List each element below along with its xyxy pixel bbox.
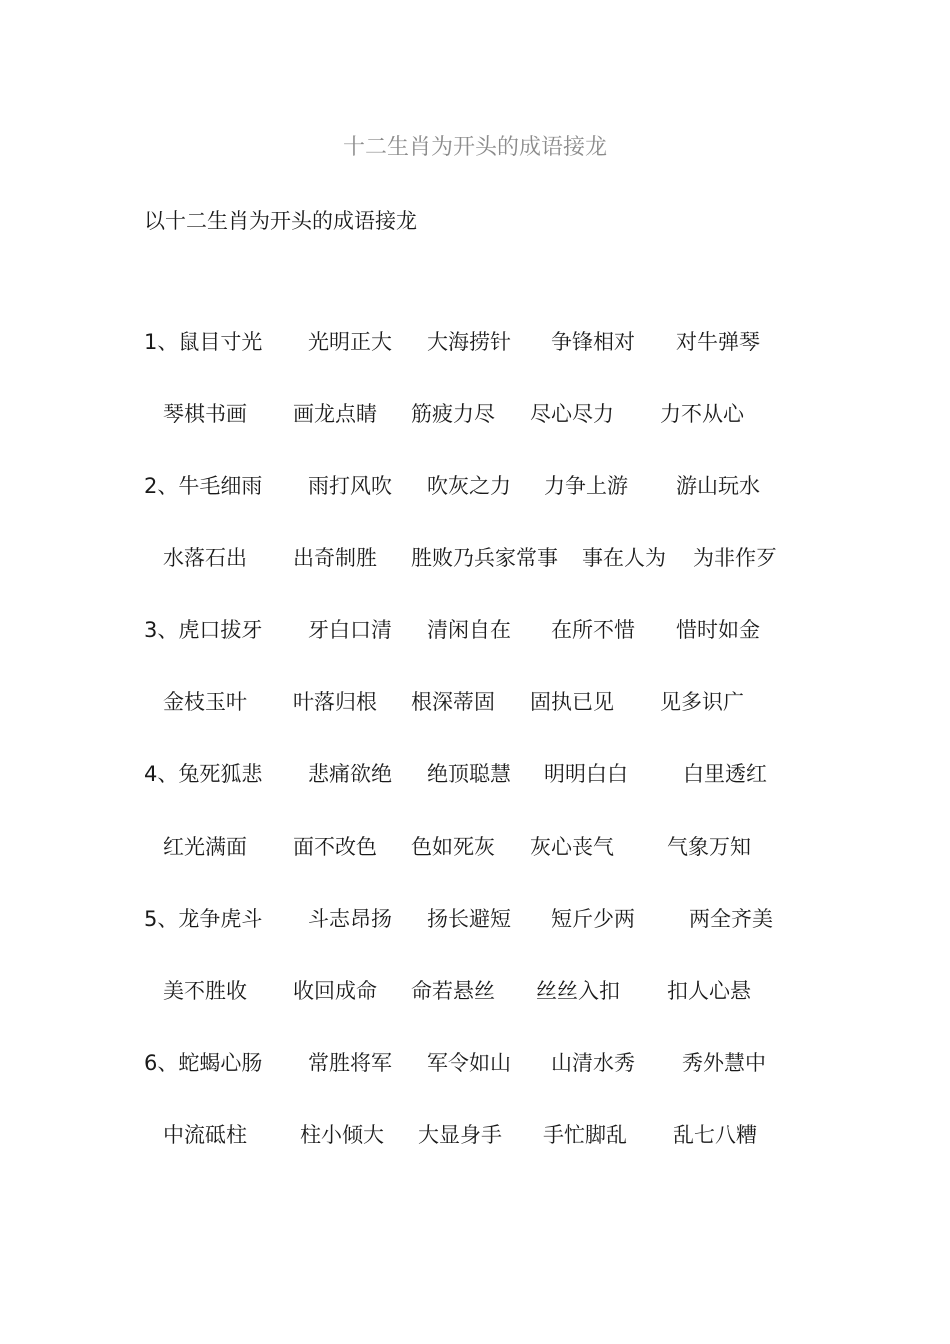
idiom: 面不改色 — [293, 835, 377, 859]
idiom: 清闲自在 — [427, 618, 511, 642]
idiom: 事在人为 — [582, 546, 666, 570]
page-title: 十二生肖为开头的成语接龙 — [342, 135, 607, 160]
idiom: 收回成命 — [293, 979, 377, 1003]
document-subtitle: 以十二生肖为开头的成语接龙 — [144, 209, 417, 233]
idiom: 扣人心悬 — [667, 979, 751, 1003]
idiom: 筋疲力尽 — [411, 402, 495, 426]
idiom: 两全齐美 — [689, 907, 773, 931]
idiom: 出奇制胜 — [293, 546, 377, 570]
idiom: 短斤少两 — [551, 907, 635, 931]
idiom: 为非作歹 — [693, 546, 777, 570]
idiom-row — [0, 1048, 950, 1078]
idiom: 中流砥柱 — [163, 1123, 247, 1147]
idiom: 美不胜收 — [163, 979, 247, 1003]
idiom-row — [0, 832, 950, 862]
idiom: 命若悬丝 — [411, 979, 495, 1003]
idiom: 游山玩水 — [676, 474, 760, 498]
idiom: 尽心尽力 — [530, 402, 614, 426]
idiom: 乱七八糟 — [673, 1123, 757, 1147]
idiom: 3、虎口拔牙 — [144, 618, 263, 642]
idiom: 手忙脚乱 — [543, 1123, 627, 1147]
idiom: 雨打风吹 — [308, 474, 392, 498]
idiom: 金枝玉叶 — [163, 690, 247, 714]
idiom: 军令如山 — [427, 1051, 511, 1075]
idiom: 对牛弹琴 — [676, 330, 760, 354]
idiom: 牙白口清 — [308, 618, 392, 642]
idiom: 5、龙争虎斗 — [144, 907, 263, 931]
idiom-row — [0, 615, 950, 645]
idiom: 斗志昂扬 — [308, 907, 392, 931]
idiom: 惜时如金 — [676, 618, 760, 642]
idiom: 红光满面 — [163, 835, 247, 859]
idiom: 1、鼠目寸光 — [144, 330, 263, 354]
idiom: 叶落归根 — [293, 690, 377, 714]
idiom: 琴棋书画 — [163, 402, 247, 426]
idiom: 光明正大 — [308, 330, 392, 354]
idiom: 在所不惜 — [551, 618, 635, 642]
idiom-row — [0, 543, 950, 573]
idiom: 胜败乃兵家常事 — [411, 546, 558, 570]
idiom-row — [0, 399, 950, 429]
idiom: 常胜将军 — [308, 1051, 392, 1075]
idiom: 灰心丧气 — [530, 835, 614, 859]
idiom: 6、蛇蝎心肠 — [144, 1051, 263, 1075]
idiom: 画龙点睛 — [293, 402, 377, 426]
idiom: 力不从心 — [660, 402, 744, 426]
idiom: 力争上游 — [544, 474, 628, 498]
idiom: 丝丝入扣 — [536, 979, 620, 1003]
idiom-row — [0, 327, 950, 357]
idiom: 气象万知 — [667, 835, 751, 859]
idiom: 见多识广 — [660, 690, 744, 714]
idiom: 4、兔死狐悲 — [144, 762, 263, 786]
idiom: 秀外慧中 — [682, 1051, 766, 1075]
idiom: 争锋相对 — [551, 330, 635, 354]
idiom-row — [0, 904, 950, 934]
idiom: 悲痛欲绝 — [308, 762, 392, 786]
idiom-row — [0, 471, 950, 501]
idiom: 根深蒂固 — [411, 690, 495, 714]
idiom: 色如死灰 — [411, 835, 495, 859]
idiom: 绝顶聪慧 — [427, 762, 511, 786]
idiom: 白里透红 — [683, 762, 767, 786]
idiom: 扬长避短 — [427, 907, 511, 931]
idiom-row — [0, 1120, 950, 1150]
idiom: 水落石出 — [163, 546, 247, 570]
idiom: 大显身手 — [418, 1123, 502, 1147]
idiom-row — [0, 759, 950, 789]
idiom: 2、牛毛细雨 — [144, 474, 263, 498]
idiom: 大海捞针 — [427, 330, 511, 354]
idiom-row — [0, 687, 950, 717]
idiom: 固执已见 — [530, 690, 614, 714]
idiom: 吹灰之力 — [427, 474, 511, 498]
idiom-row — [0, 976, 950, 1006]
idiom: 柱小倾大 — [300, 1123, 384, 1147]
idiom: 明明白白 — [544, 762, 628, 786]
idiom: 山清水秀 — [551, 1051, 635, 1075]
